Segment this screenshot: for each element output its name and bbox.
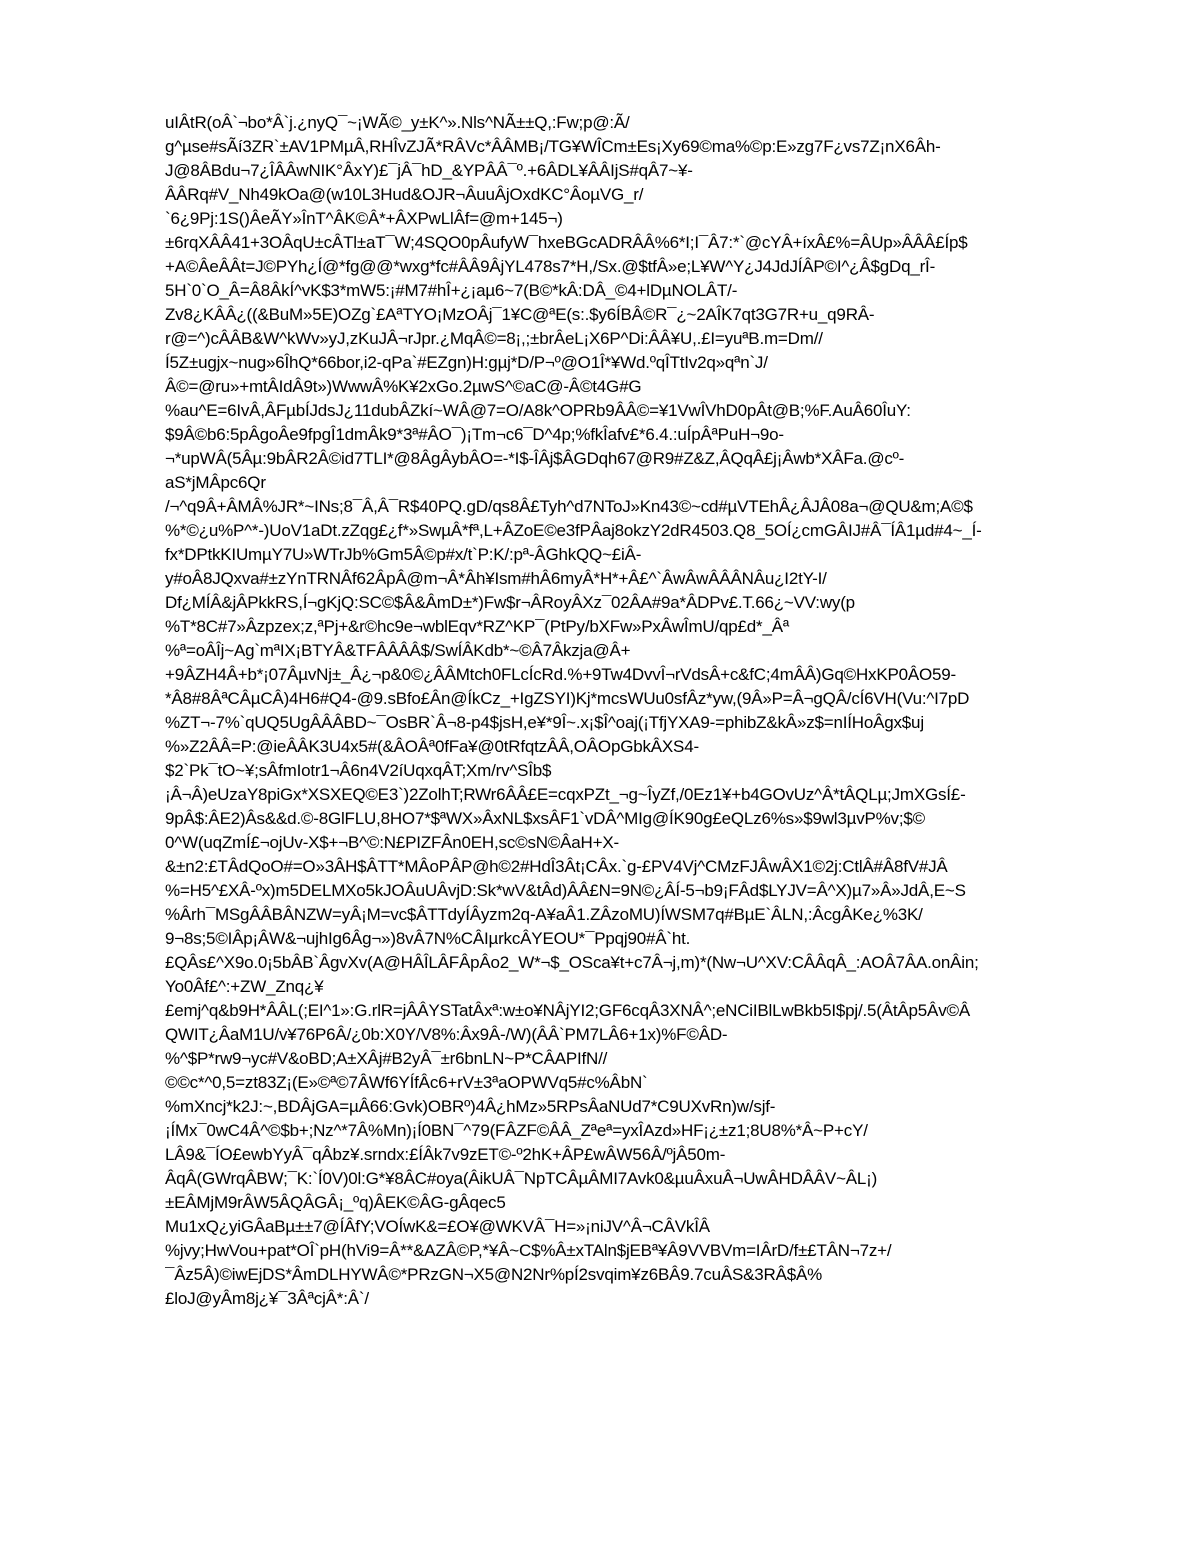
text-line: Df¿MÍÂ&jÂPkkRS,Í¬gKjQ:SC©$Â&ÂmD±*)Fw$r¬ÂRoyÂXz¯02ÂA#9a*ÂDPv£.T.66¿~VV:wy(p bbox=[165, 593, 855, 612]
text-line: %mXncj*k2J:~,BDÂjGA=µÂ66:Gvk)OBRº)4Â¿hMz»5RPsÂaNUd7*C9UXvRn)w/sjf- bbox=[165, 1097, 776, 1116]
text-line: r@=^)cÂÂB&W^kWv»yJ,zKuJÂ¬rJpr.¿MqÂ©=8¡,;±brÂeL¡X6P^Di:ÂÂ¥U,.£I=yuªB.m=Dm// bbox=[165, 329, 823, 348]
text-line: Â©=@ru»+mtÂIdÂ9t»)WwwÂ%K¥2xGo.2µwS^©aC@-Â©t4G#G bbox=[165, 377, 642, 396]
text-line: 9pÂ$:ÂE2)Âs&&d.©-8GlFLU,8HO7*$ªWX»ÂxNL$xsÂF1`vDÂ^MIg@ÍK90g£eQLz6%s»$9wl3µvP%v;$© bbox=[165, 809, 925, 828]
text-line: %ZT¬-7%`qUQ5UgÂÂÂBD~¯OsBR`Â¬8-p4$jsH,e¥*9Î~.x¡$Î^oaj(¡TfjYXA9-=phibZ&kÂ»z$=nIÍHoÂgx$uj bbox=[165, 713, 924, 732]
text-line: %»Z2ÂÂ=P:@ieÂÂK3U4x5#(&ÂOÂª0fFa¥@0tRfqtzÂÂ,OÂOpGbkÂXS4- bbox=[165, 737, 699, 756]
text-line: J@8ÂBdu¬7¿ÎÂÂwNIK°ÂxY)£¯jÂ¯hD_&YPÂÂ¯º.+6ÂDL¥ÂÂIjS#qÂ7~¥- bbox=[165, 161, 693, 180]
text-line: ¬*upWÂ(5Âµ:9bÂR2Â©id7TLI*@8ÂgÂybÂO=-*I$-ÎÂj$ÂGDqh67@R9#Z&Z,ÂQqÂ£j¡Âwb*XÂFa.@cº- bbox=[165, 449, 905, 468]
text-line: £QÂs£^X9o.0¡5bÂB`ÂgvXv(A@HÂÎLÂFÂpÂo2_W*¬$_OSca¥t+c7Â¬j,m)*(Nw¬U^XV:CÂÂqÂ_:AOÂ7ÂA.onÂin; bbox=[165, 953, 979, 972]
text-line: %ª=oÂÎj~Ag`mªIX¡BTYÂ&TFÂÂÂÂ$/SwÍÂKdb*~©Â7Âkzja@Â+ bbox=[165, 641, 631, 660]
text-line: 0^W(uqZmÍ£¬ojUv-X$+¬B^©:N£PIZFÂn0EH,sc©sN©ÂaH+X- bbox=[165, 833, 619, 852]
text-line: 9¬8s;5©IÂp¡ÂW&¬ujhIg6Âg¬»)8vÂ7N%CÂIµrkcÂYEOU*¯Ppqj90#Â`ht. bbox=[165, 929, 691, 948]
text-line: LÂ9&¯ÍO£ewbYyÂ¯qÂbz¥.srndx:£ÍÂk7v9zET©-º2hK+ÂP£wÂW56Â/ºjÂ50m- bbox=[165, 1145, 726, 1164]
text-line: ±EÂMjM9rÂW5ÂQÂGÂ¡_ºq)ÂEK©ÂG-gÂqec5 bbox=[165, 1193, 506, 1212]
text-line: Yo0Âf£^:+ZW_Znq¿¥ bbox=[165, 977, 324, 996]
text-line: /¬^q9Â+ÂMÂ%JR*~INs;8¯Â,Â¯R$40PQ.gD/qs8Â£Tyh^d7NToJ»Kn43©~cd#µVTEhÂ¿ÂJÂ08a¬@QU&m;A©$ bbox=[165, 497, 973, 516]
text-line: `6¿9Pj:1S()ÂeÃY»ÎnT^ÂK©Â*+ÂXPwLlÂf=@m+145¬) bbox=[165, 209, 563, 228]
text-line: ÂqÂ(GWrqÂBW;¯K:`Í0V)0l:G*¥8ÂC#oya(ÂikUÂ¯NpTCÂµÂMI7Avk0&µuÂxuÂ¬UwÂHDÂÂV~ÂL¡) bbox=[165, 1169, 878, 1188]
text-line: $2`Pk¯tO~¥;sÂfmIotr1¬Â6n4V2íUqxqÂT;Xm/rv^SÎb$ bbox=[165, 761, 552, 780]
text-line: 5H`0`O_Â=Â8ÂkÍ^vK$3*mW5:¡#M7#hÎ+¿¡aµ6~7(B©*kÂ:DÂ_©4+lDµNOLÂT/- bbox=[165, 281, 738, 300]
text-line: ¯Âz5Â)©iwEjDS*ÂmDLHYWÂ©*PRzGN¬X5@N2Nr%pÍ2svqim¥z6BÂ9.7cuÂS&3RÂ$Â% bbox=[165, 1265, 823, 1284]
text-line: g^µse#sÃí3ZR`±AV1PMµÂ,RHÎvZJÃ*RÂVc*ÂÂMB¡/TG¥WÎCm±Es¡Xy69©ma%©p:E»zg7F¿vs7Z¡nX6Âh- bbox=[165, 137, 941, 156]
text-line: ¡ÍMx¯0wC4Â^©$b+;Nz^*7Â%Mn)¡Í0BN¯^79(FÂZF©ÂÂ_Zªeª=yxÎAzd»HF¡¿±z1;8U8%*Â~P+cY/ bbox=[165, 1121, 868, 1140]
text-line: +A©ÂeÂÂt=J©PYh¿Í@*fg@@*wxg*fc#ÂÂ9ÂjYL478s7*H,/Sx.@$tfÂ»e;L¥W^Y¿J4JdJÍÂP©I^¿Â$gDq_rÎ- bbox=[165, 257, 936, 276]
text-line: QWIT¿ÂaM1U/v¥76P6Â/¿0b:X0Y/V8%:Âx9Â-/W)(ÂÂ`PM7LÂ6+1x)%F©ÂD- bbox=[165, 1025, 728, 1044]
text-line: aS*jMÂpc6Qr bbox=[165, 473, 266, 492]
text-line: y#oÂ8JQxva#±zYnTRNÂf62ÂpÂ@m¬Â*Âh¥Ism#hÂ6myÂ*H*+Â£^`ÂwÂwÂÂÂNÂu¿I2tY-I/ bbox=[165, 569, 827, 588]
text-line: ¡Â¬Â)eUzaY8piGx*XSXEQ©E3`)2ZolhT;RWr6ÂÂ£E=cqxPZt_¬g~ÎyZf,/0Ez1¥+b4GOvUz^Â*tÂQLµ;JmXGsÍ£- bbox=[165, 785, 966, 804]
text-line: %Ârh¯MSgÂÂBÂNZW=yÂ¡M=vc$ÂTTdyÍÂyzm2q-A¥aÂ1.ZÂzoMU)ÍWSM7q#BµE`ÂLN,:ÂcgÂKe¿%3K/ bbox=[165, 905, 923, 924]
text-line: %jvy;HwVou+pat*OÎ`pH(hVi9=Â**&AZÂ©P,*¥Â~C$%Â±xTAln$jEBª¥Â9VVBVm=IÂrD/f±£TÂN¬7z+/ bbox=[165, 1241, 892, 1260]
text-line: ±6rqXÂÂ41+3OÂqU±cÂTl±aT¯W;4SQO0pÂufyW¯hxeBGcADRÂÂ%6*I;I¯Â7:*`@cYÂ+íxÂ£%=ÂUp»ÂÂÂ£Íp$ bbox=[165, 233, 968, 252]
text-line: %=H5^£XÂ-ºx)m5DELMXo5kJOÂuUÂvjD:Sk*wV&tÂd)ÂÂ£N=9N©¿ÂÍ-5¬b9¡FÂd$LYJV=Â^X)µ7»Â»JdÂ,E~S bbox=[165, 881, 966, 900]
text-line: ÂÂRq#V_Nh49kOa@(w10L3Hud&OJR¬ÂuuÂjOxdKC°ÂoµVG_r/ bbox=[165, 185, 644, 204]
text-line: %*©¿u%P^*-)UoV1aDt.zZqg£¿f*»SwµÂ*fª,L+ÂZoE©e3fPÂaj8okzY2dR4503.Q8_5OÍ¿cmGÂIJ#Â¯ÍÂ1µd#4~_Í- bbox=[165, 521, 982, 540]
text-line: fx*DPtkKIUmµY7U»WTrJb%Gm5Â©p#x/t`P:K/:pª-ÂGhkQQ~£iÂ- bbox=[165, 545, 642, 564]
text-line: *Â8#8ÂªCÂµCÂ)4H6#Q4-@9.sBfo£Ân@ÍkCz_+IgZSYI)Kj*mcsWUu0sfÂz*yw,(9Â»P=Â¬gQÂ/cÍ6VH(Vu:^I7pD bbox=[165, 689, 970, 708]
text-line: &±n2:£TÂdQoO#=O»3ÂH$ÂTT*MÂoPÂP@h©2#HdÎ3Ât¡CÂx.`g-£PV4Vj^CMzFJÂwÂX1©2j:CtlÂ#Â8fV#JÂ bbox=[165, 857, 948, 876]
text-line: £loJ@yÂm8j¿¥¯3ÂªcjÂ*:Â`/ bbox=[165, 1289, 369, 1308]
text-line: +9ÂZH4Â+b*¡07ÂµvNj±_Â¿¬p&0©¿ÂÂMtch0FLcÍcRd.%+9Tw4DvvÎ¬rVdsÂ+c&fC;4mÂÂ)Gq©HxKP0ÂO59- bbox=[165, 665, 956, 684]
text-line: uIÂtR(oÂ`¬bo*Â`j.¿nyQ¯~¡WÃ©_y±K^».Nls^NÃ±±Q,:Fw;p@:Ã/ bbox=[165, 113, 630, 132]
text-line: Í5Z±ugjx~nug»6ÎhQ*66bor,i2-qPa`#EZgn)H:gµj*D/P¬º@O1Î*¥Wd.ºqÎTtIv2q»qªn`J/ bbox=[165, 353, 768, 372]
text-line: $9Â©b6:5pÂgoÂe9fpgÎ1dmÂk9*3ª#ÂO¯)¡Tm¬c6¯D^4p;%fkÎafv£*6.4.:uÍpÂªPuH¬9o- bbox=[165, 425, 784, 444]
text-line: %T*8C#7»Âzpzex;z,ªPj+&r©hc9e¬wblEqv*RZ^KP¯(PtPy/bXFw»PxÂwÎmU/qp£d*_Âª bbox=[165, 617, 789, 636]
text-line: Mu1xQ¿yiGÂaBµ±±7@ÍÂfY;VOÍwK&=£O¥@WKVÂ¯H=»¡niJV^Â¬CÂVkÎÂ bbox=[165, 1217, 710, 1236]
document-body-text bbox=[165, 111, 1120, 1311]
text-line: £emj^q&b9H*ÂÂL(;EI^1»:G.rlR=jÂÂYSTatÂxª:w±o¥NÂjYI2;GF6cqÂ3XNÂ^;eNCiIBlLwBkb5I$pj/.5(ÂtÂp5Âv©Â bbox=[165, 1001, 970, 1020]
text-line: Zv8¿KÂÂ¿((&BuM»5E)OZg`£AªTYO¡MzOÂj¯1¥C@ªE(s:.$y6ÍBÂ©R¯¿~2AÎK7qt3G7R+u_q9RÂ- bbox=[165, 305, 875, 324]
text-line: ©©c*^0,5=zt83Z¡(E»©ª©7ÂWf6YÍfÂc6+rV±3ªaOPWVq5#c%ÂbN` bbox=[165, 1073, 648, 1092]
text-line: %au^E=6IvÂ,ÂFµbÍJdsJ¿11dubÂZkí~WÂ@7=O/A8k^OPRb9ÂÂ©=¥1VwÎVhD0pÂt@B;%F.AuÂ60ÎuY: bbox=[165, 401, 911, 420]
text-line: %^$P*rw9¬yc#V&oBD;A±XÂj#B2yÂ¯±r6bnLN~P*CÂAPIfN// bbox=[165, 1049, 608, 1068]
